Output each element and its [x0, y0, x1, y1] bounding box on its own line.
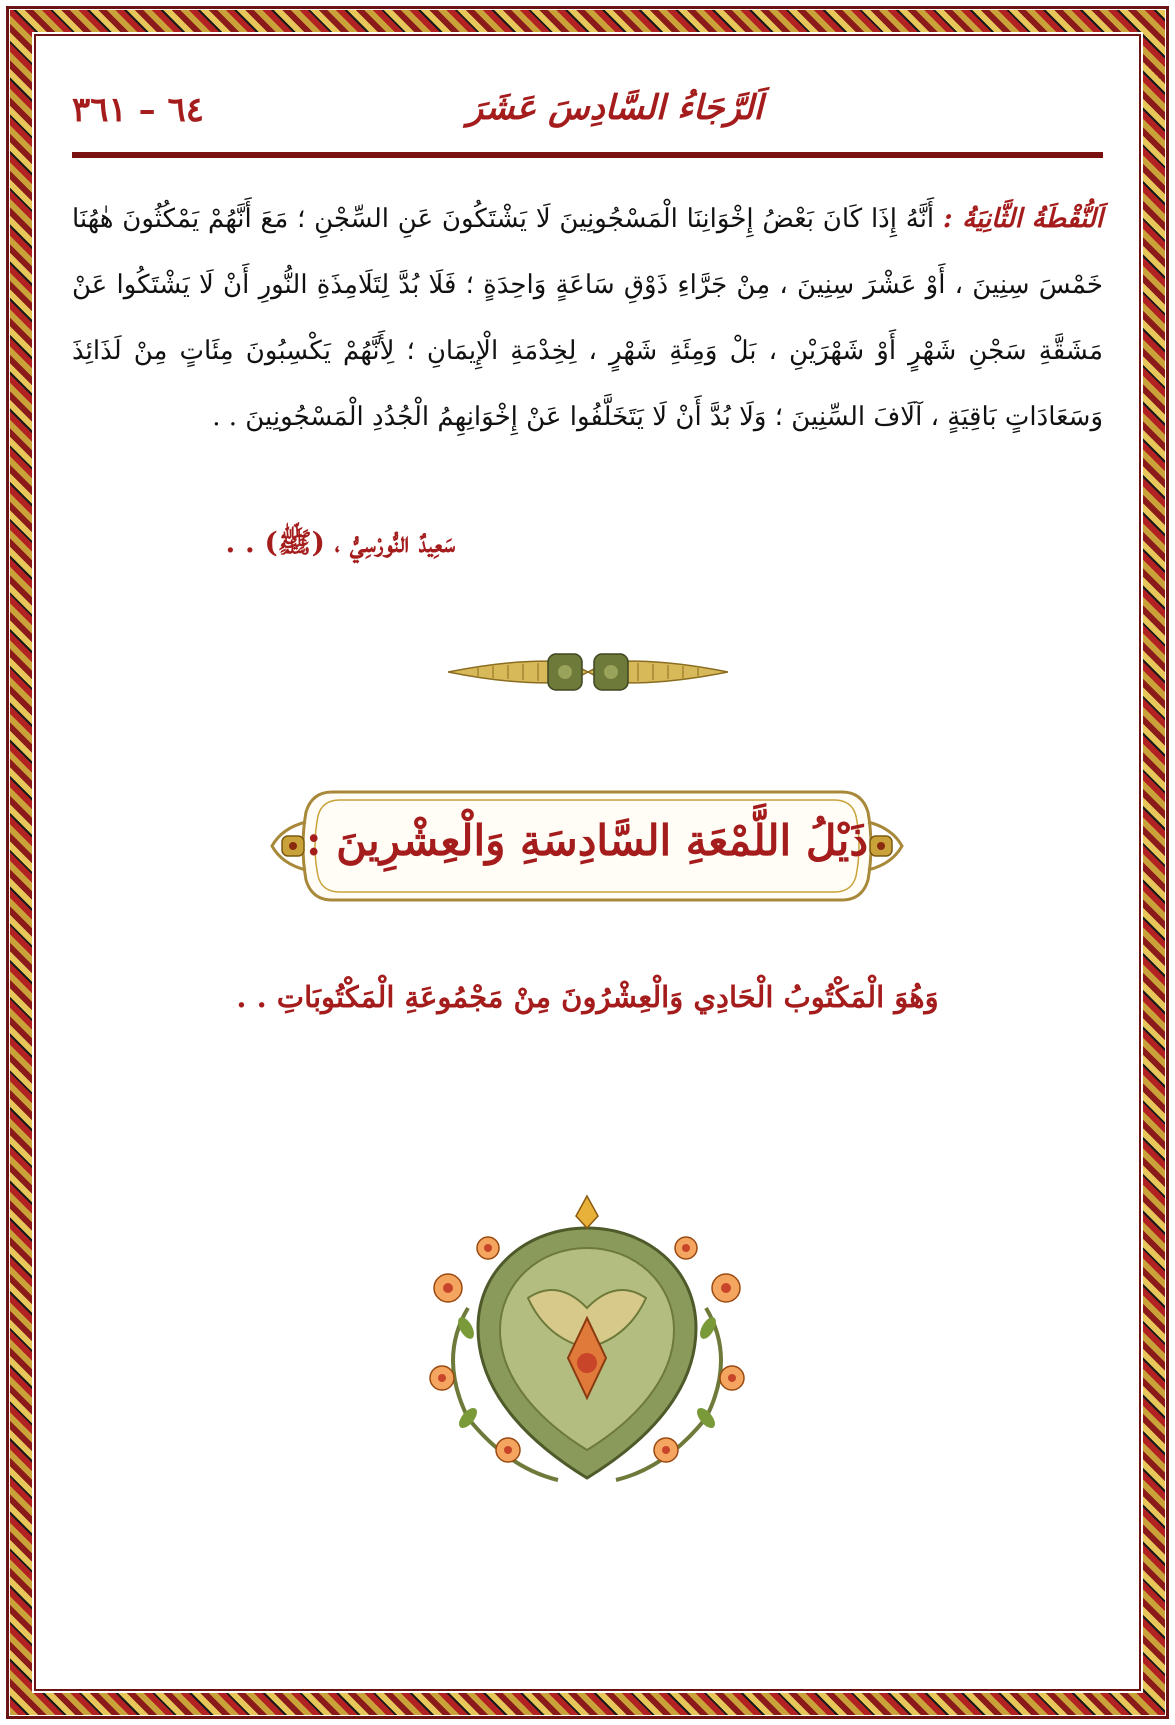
chapter-title: اَلرَّجَاءُ السَّادِسَ عَشَرَ [466, 88, 763, 128]
header-rule [72, 152, 1103, 158]
page-header [72, 88, 1103, 148]
section-title-cartouche [262, 782, 912, 910]
point-heading: اَلنُّقْطَةُ الثَّانِيَةُ : [942, 204, 1104, 234]
page-reference: ٦٤ – ٣٦١ [72, 90, 205, 130]
section-title: ذَيْلُ اللَّمْعَةِ السَّادِسَةِ وَالْعِشْرِينَ : [305, 816, 869, 865]
section-subtitle: وَهُوَ الْمَكْتُوبُ الْحَادِي وَالْعِشْرُونَ مِنْ مَجْمُوعَةِ الْمَكْتُوبَاتِ . . [236, 980, 939, 1014]
signature: سَعِيدٌ النُّورْسِيُّ ، (ﷺ) . . [225, 526, 455, 559]
floral-ornament-icon [408, 1188, 766, 1488]
body-paragraph [72, 186, 1103, 450]
divider-ornament-icon [448, 648, 728, 696]
paragraph-text: أَنَّهُ إِذَا كَانَ بَعْضُ إِخْوَانِنَا الْمَسْجُونِينَ لَا يَشْتَكُونَ عَنِ السِّجْنِ ؛ مَعَ أَنَّهُمْ يَمْكُثُونَ هٰهُنَا خَمْسَ سِنِينَ ، أَوْ عَشْرَ سِنِينَ ، مِنْ جَرَّاءِ ذَوْقِ سَاعَةٍ وَاحِدَةٍ ؛ فَلَا بُدَّ لِتَلَامِذَةِ النُّورِ أَنْ لَا يَشْتَكُوا عَنْ مَشَقَّةِ سَجْنِ شَهْرٍ أَوْ شَهْرَيْنِ ، بَلْ وَمِئَةِ شَهْرٍ ، لِخِدْمَةِ الْإِيمَانِ ؛ لِأَنَّهُمْ يَكْسِبُونَ مِئَاتٍ مِنْ لَذَائِذَ وَسَعَادَاتٍ بَاقِيَةٍ ، آلَافَ السِّنِينَ ؛ وَلَا بُدَّ أَنْ لَا يَتَخَلَّفُوا عَنْ إِخْوَانِهِمُ الْجُدُدِ الْمَسْجُونِينَ . . [72, 204, 1103, 432]
